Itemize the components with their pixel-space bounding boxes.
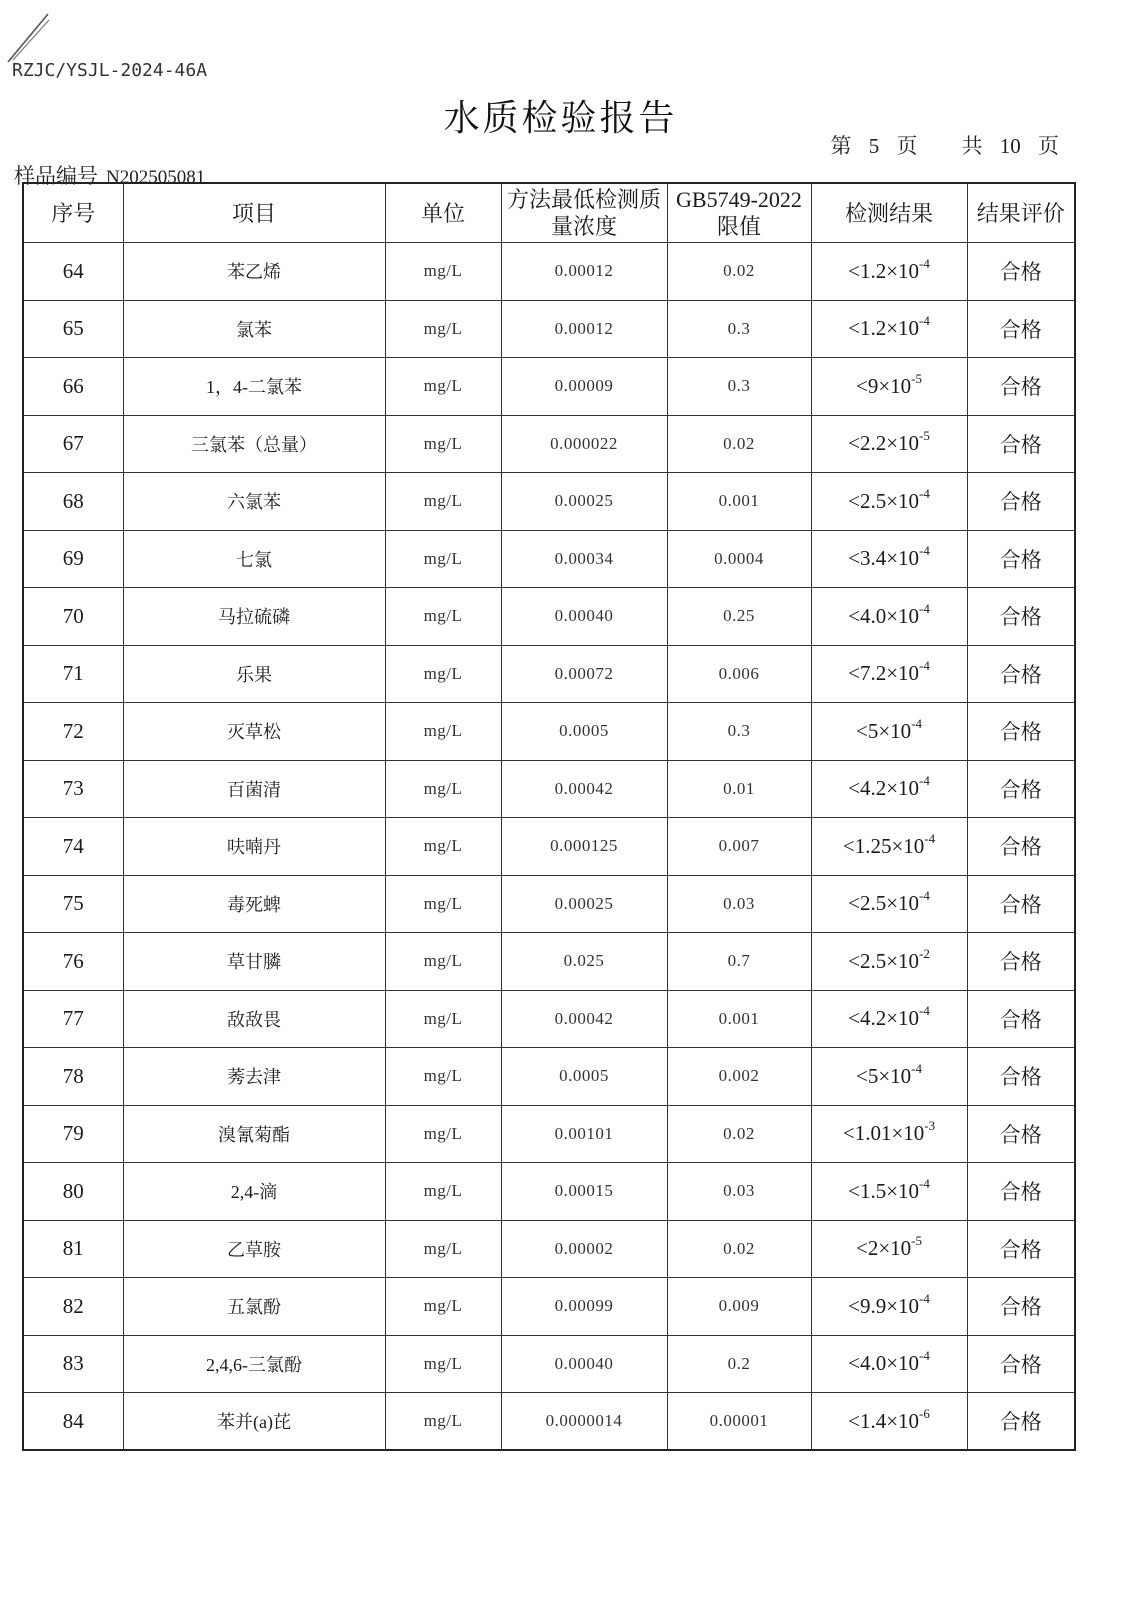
unit-cell: mg/L: [385, 588, 501, 646]
item-name-cell: 七氯: [123, 530, 385, 588]
table-row: [23, 1335, 1075, 1393]
unit-cell: mg/L: [385, 1220, 501, 1278]
row-number-cell: 76: [23, 933, 123, 991]
result-cell: [811, 875, 967, 933]
item-name-cell: 呋喃丹: [123, 818, 385, 876]
header-detection-limit: [501, 183, 667, 243]
detection-limit-cell: 0.00025: [501, 473, 667, 531]
unit-cell: mg/L: [385, 933, 501, 991]
unit-cell: mg/L: [385, 473, 501, 531]
result-cell: [811, 933, 967, 991]
result-value: <4.0×10: [848, 603, 920, 628]
table-row: [23, 760, 1075, 818]
row-number-cell: 73: [23, 760, 123, 818]
evaluation-cell: 合格: [967, 645, 1075, 703]
unit-cell: mg/L: [385, 1163, 501, 1221]
evaluation-cell: 合格: [967, 530, 1075, 588]
table-row: [23, 875, 1075, 933]
table-row: [23, 1393, 1075, 1451]
result-value: <7.2×10: [848, 661, 920, 686]
detection-limit-cell: 0.00012: [501, 300, 667, 358]
item-name-cell: 敌敌畏: [123, 990, 385, 1048]
result-value: <1.5×10: [848, 1178, 920, 1203]
row-number-cell: 74: [23, 818, 123, 876]
result-value: <2.5×10: [848, 891, 920, 916]
table-row: [23, 415, 1075, 473]
result-value: <9×10: [855, 373, 912, 398]
result-cell: [811, 1163, 967, 1221]
standard-limit-cell: 0.7: [667, 933, 811, 991]
table-row: [23, 818, 1075, 876]
standard-limit-cell: 0.3: [667, 358, 811, 416]
detection-limit-cell: 0.00012: [501, 243, 667, 301]
result-exponent: -2: [919, 945, 930, 961]
evaluation-cell: 合格: [967, 1278, 1075, 1336]
result-exponent: -4: [919, 1003, 930, 1019]
evaluation-cell: 合格: [967, 1220, 1075, 1278]
sample-number-label: 样品编号: [14, 164, 98, 188]
standard-limit-cell: 0.3: [667, 703, 811, 761]
detection-limit-cell: 0.000125: [501, 818, 667, 876]
evaluation-cell: 合格: [967, 875, 1075, 933]
result-value: <3.4×10: [848, 546, 920, 571]
table-header-row: [23, 183, 1075, 243]
detection-limit-cell: 0.00040: [501, 588, 667, 646]
result-exponent: -4: [919, 773, 930, 789]
header-unit: 单位: [385, 183, 501, 243]
detection-limit-cell: 0.025: [501, 933, 667, 991]
item-name-cell: 毒死蜱: [123, 875, 385, 933]
standard-limit-cell: 0.0004: [667, 530, 811, 588]
evaluation-cell: 合格: [967, 818, 1075, 876]
header-detection-limit-line: 方法最低检测质: [506, 187, 661, 212]
evaluation-cell: 合格: [967, 990, 1075, 1048]
result-exponent: -4: [919, 543, 930, 559]
detection-limit-cell: 0.0005: [501, 703, 667, 761]
unit-cell: mg/L: [385, 358, 501, 416]
table-row: [23, 1048, 1075, 1106]
result-cell: [811, 473, 967, 531]
result-exponent: -5: [911, 370, 923, 386]
unit-cell: mg/L: [385, 415, 501, 473]
standard-limit-cell: 0.002: [667, 1048, 811, 1106]
unit-cell: mg/L: [385, 1048, 501, 1106]
result-value: <9.9×10: [848, 1293, 920, 1318]
evaluation-cell: 合格: [967, 1048, 1075, 1106]
item-name-cell: 乙草胺: [123, 1220, 385, 1278]
row-number-cell: 84: [23, 1393, 123, 1451]
table-row: [23, 358, 1075, 416]
standard-limit-cell: 0.2: [667, 1335, 811, 1393]
result-exponent: -4: [919, 485, 930, 501]
standard-limit-cell: 0.01: [667, 760, 811, 818]
table-row: [23, 703, 1075, 761]
row-number-cell: 66: [23, 358, 123, 416]
row-number-cell: 68: [23, 473, 123, 531]
header-item: 项目: [123, 183, 385, 243]
report-title: 水质检验报告: [443, 98, 678, 138]
result-exponent: -4: [919, 1348, 930, 1364]
item-name-cell: 乐果: [123, 645, 385, 703]
evaluation-cell: 合格: [967, 1163, 1075, 1221]
header-evaluation: 结果评价: [967, 183, 1075, 243]
result-value: <4.0×10: [848, 1351, 920, 1376]
unit-cell: mg/L: [385, 300, 501, 358]
result-cell: [811, 530, 967, 588]
result-exponent: -4: [919, 888, 930, 904]
result-cell: [811, 588, 967, 646]
row-number-cell: 70: [23, 588, 123, 646]
evaluation-cell: 合格: [967, 243, 1075, 301]
item-name-cell: 苯并(a)芘: [123, 1393, 385, 1451]
result-cell: [811, 990, 967, 1048]
unit-cell: mg/L: [385, 1393, 501, 1451]
result-exponent: -4: [924, 830, 936, 846]
result-exponent: -3: [924, 1118, 936, 1134]
row-number-cell: 64: [23, 243, 123, 301]
table-row: [23, 588, 1075, 646]
result-cell: [811, 1105, 967, 1163]
row-number-cell: 65: [23, 300, 123, 358]
detection-limit-cell: 0.00099: [501, 1278, 667, 1336]
table-row: [23, 530, 1075, 588]
sample-number-value: N202505081: [106, 167, 206, 188]
evaluation-cell: 合格: [967, 703, 1075, 761]
table-row: [23, 1278, 1075, 1336]
result-value: <2.5×10: [848, 488, 920, 513]
table-row: [23, 933, 1075, 991]
header-standard-limit-line: GB5749-2022: [676, 187, 802, 212]
item-name-cell: 2,4,6-三氯酚: [123, 1335, 385, 1393]
result-value: <5×10: [855, 718, 912, 743]
table-row: [23, 1163, 1075, 1221]
result-cell: [811, 300, 967, 358]
item-name-cell: 莠去津: [123, 1048, 385, 1106]
standard-limit-cell: 0.007: [667, 818, 811, 876]
detection-limit-cell: 0.0005: [501, 1048, 667, 1106]
result-value: <2×10: [855, 1236, 912, 1261]
standard-limit-cell: 0.3: [667, 300, 811, 358]
evaluation-cell: 合格: [967, 1393, 1075, 1451]
unit-cell: mg/L: [385, 990, 501, 1048]
result-exponent: -5: [911, 1233, 923, 1249]
row-number-cell: 69: [23, 530, 123, 588]
detection-limit-cell: 0.00034: [501, 530, 667, 588]
detection-limit-cell: 0.00040: [501, 1335, 667, 1393]
result-exponent: -4: [919, 1175, 930, 1191]
unit-cell: mg/L: [385, 530, 501, 588]
evaluation-cell: 合格: [967, 1105, 1075, 1163]
standard-limit-cell: 0.00001: [667, 1393, 811, 1451]
result-value: <4.2×10: [848, 1006, 920, 1031]
standard-limit-cell: 0.25: [667, 588, 811, 646]
unit-cell: mg/L: [385, 1105, 501, 1163]
standard-limit-cell: 0.006: [667, 645, 811, 703]
result-exponent: -6: [919, 1405, 930, 1421]
result-cell: [811, 1220, 967, 1278]
header-no: 序号: [23, 183, 123, 243]
table-row: [23, 243, 1075, 301]
detection-limit-cell: 0.00025: [501, 875, 667, 933]
detection-limit-cell: 0.000022: [501, 415, 667, 473]
result-cell: [811, 760, 967, 818]
item-name-cell: 2,4-滴: [123, 1163, 385, 1221]
result-cell: [811, 645, 967, 703]
results-table-body: [23, 243, 1075, 1451]
detection-limit-cell: 0.00101: [501, 1105, 667, 1163]
table-row: [23, 1105, 1075, 1163]
unit-cell: mg/L: [385, 1278, 501, 1336]
row-number-cell: 79: [23, 1105, 123, 1163]
item-name-cell: 溴氰菊酯: [123, 1105, 385, 1163]
standard-limit-cell: 0.02: [667, 415, 811, 473]
row-number-cell: 67: [23, 415, 123, 473]
result-cell: [811, 1278, 967, 1336]
evaluation-cell: 合格: [967, 760, 1075, 818]
row-number-cell: 71: [23, 645, 123, 703]
header-standard-limit-line: 限值: [716, 214, 761, 239]
page-total: 共 10 页: [961, 134, 1059, 158]
result-value: <5×10: [855, 1063, 912, 1088]
standard-limit-cell: 0.03: [667, 1163, 811, 1221]
detection-limit-cell: 0.00042: [501, 990, 667, 1048]
evaluation-cell: 合格: [967, 300, 1075, 358]
result-cell: [811, 243, 967, 301]
row-number-cell: 81: [23, 1220, 123, 1278]
item-name-cell: 马拉硫磷: [123, 588, 385, 646]
result-value: <1.2×10: [848, 258, 920, 283]
item-name-cell: 苯乙烯: [123, 243, 385, 301]
item-name-cell: 六氯苯: [123, 473, 385, 531]
item-name-cell: 1，4-二氯苯: [123, 358, 385, 416]
row-number-cell: 78: [23, 1048, 123, 1106]
result-exponent: -4: [911, 1060, 923, 1076]
result-value: <1.2×10: [848, 316, 920, 341]
row-number-cell: 82: [23, 1278, 123, 1336]
result-exponent: -4: [919, 600, 930, 616]
evaluation-cell: 合格: [967, 473, 1075, 531]
result-value: <1.25×10: [842, 833, 925, 858]
result-cell: [811, 1048, 967, 1106]
page-indicator: [831, 130, 1060, 160]
unit-cell: mg/L: [385, 1335, 501, 1393]
item-name-cell: 氯苯: [123, 300, 385, 358]
result-exponent: -4: [919, 1290, 930, 1306]
detection-limit-cell: 0.00015: [501, 1163, 667, 1221]
row-number-cell: 77: [23, 990, 123, 1048]
standard-limit-cell: 0.001: [667, 990, 811, 1048]
item-name-cell: 三氯苯（总量）: [123, 415, 385, 473]
detection-limit-cell: 0.00009: [501, 358, 667, 416]
result-value: <1.4×10: [848, 1408, 920, 1433]
result-cell: [811, 703, 967, 761]
result-value: <2.2×10: [848, 431, 920, 456]
row-number-cell: 72: [23, 703, 123, 761]
result-cell: [811, 415, 967, 473]
unit-cell: mg/L: [385, 243, 501, 301]
evaluation-cell: 合格: [967, 933, 1075, 991]
table-row: [23, 990, 1075, 1048]
evaluation-cell: 合格: [967, 1335, 1075, 1393]
item-name-cell: 百菌清: [123, 760, 385, 818]
header-result: 检测结果: [811, 183, 967, 243]
evaluation-cell: 合格: [967, 358, 1075, 416]
result-exponent: -4: [911, 715, 923, 731]
result-cell: [811, 1335, 967, 1393]
evaluation-cell: 合格: [967, 588, 1075, 646]
unit-cell: mg/L: [385, 818, 501, 876]
result-value: <2.5×10: [848, 948, 920, 973]
result-exponent: -4: [919, 658, 930, 674]
standard-limit-cell: 0.001: [667, 473, 811, 531]
standard-limit-cell: 0.02: [667, 243, 811, 301]
detection-limit-cell: 0.00072: [501, 645, 667, 703]
detection-limit-cell: 0.00042: [501, 760, 667, 818]
standard-limit-cell: 0.02: [667, 1220, 811, 1278]
row-number-cell: 83: [23, 1335, 123, 1393]
result-exponent: -4: [919, 255, 930, 271]
unit-cell: mg/L: [385, 760, 501, 818]
unit-cell: mg/L: [385, 645, 501, 703]
result-value: <4.2×10: [848, 776, 920, 801]
row-number-cell: 75: [23, 875, 123, 933]
item-name-cell: 灭草松: [123, 703, 385, 761]
item-name-cell: 草甘膦: [123, 933, 385, 991]
result-cell: [811, 358, 967, 416]
header-detection-limit-line: 量浓度: [550, 214, 617, 239]
row-number-cell: 80: [23, 1163, 123, 1221]
item-name-cell: 五氯酚: [123, 1278, 385, 1336]
detection-limit-cell: 0.00002: [501, 1220, 667, 1278]
table-row: [23, 300, 1075, 358]
unit-cell: mg/L: [385, 875, 501, 933]
result-cell: [811, 1393, 967, 1451]
page-current: 第 5 页: [830, 134, 918, 158]
document-code: RZJC/YSJL-2024-46A: [12, 60, 208, 81]
result-exponent: -4: [919, 313, 930, 329]
results-table: [22, 182, 1076, 1451]
result-exponent: -5: [919, 428, 930, 444]
unit-cell: mg/L: [385, 703, 501, 761]
result-cell: [811, 818, 967, 876]
standard-limit-cell: 0.03: [667, 875, 811, 933]
detection-limit-cell: 0.0000014: [501, 1393, 667, 1451]
standard-limit-cell: 0.009: [667, 1278, 811, 1336]
table-row: [23, 473, 1075, 531]
result-value: <1.01×10: [842, 1121, 925, 1146]
standard-limit-cell: 0.02: [667, 1105, 811, 1163]
header-standard-limit: [667, 183, 811, 243]
table-row: [23, 1220, 1075, 1278]
table-row: [23, 645, 1075, 703]
pen-stroke-mark: [2, 8, 54, 68]
evaluation-cell: 合格: [967, 415, 1075, 473]
